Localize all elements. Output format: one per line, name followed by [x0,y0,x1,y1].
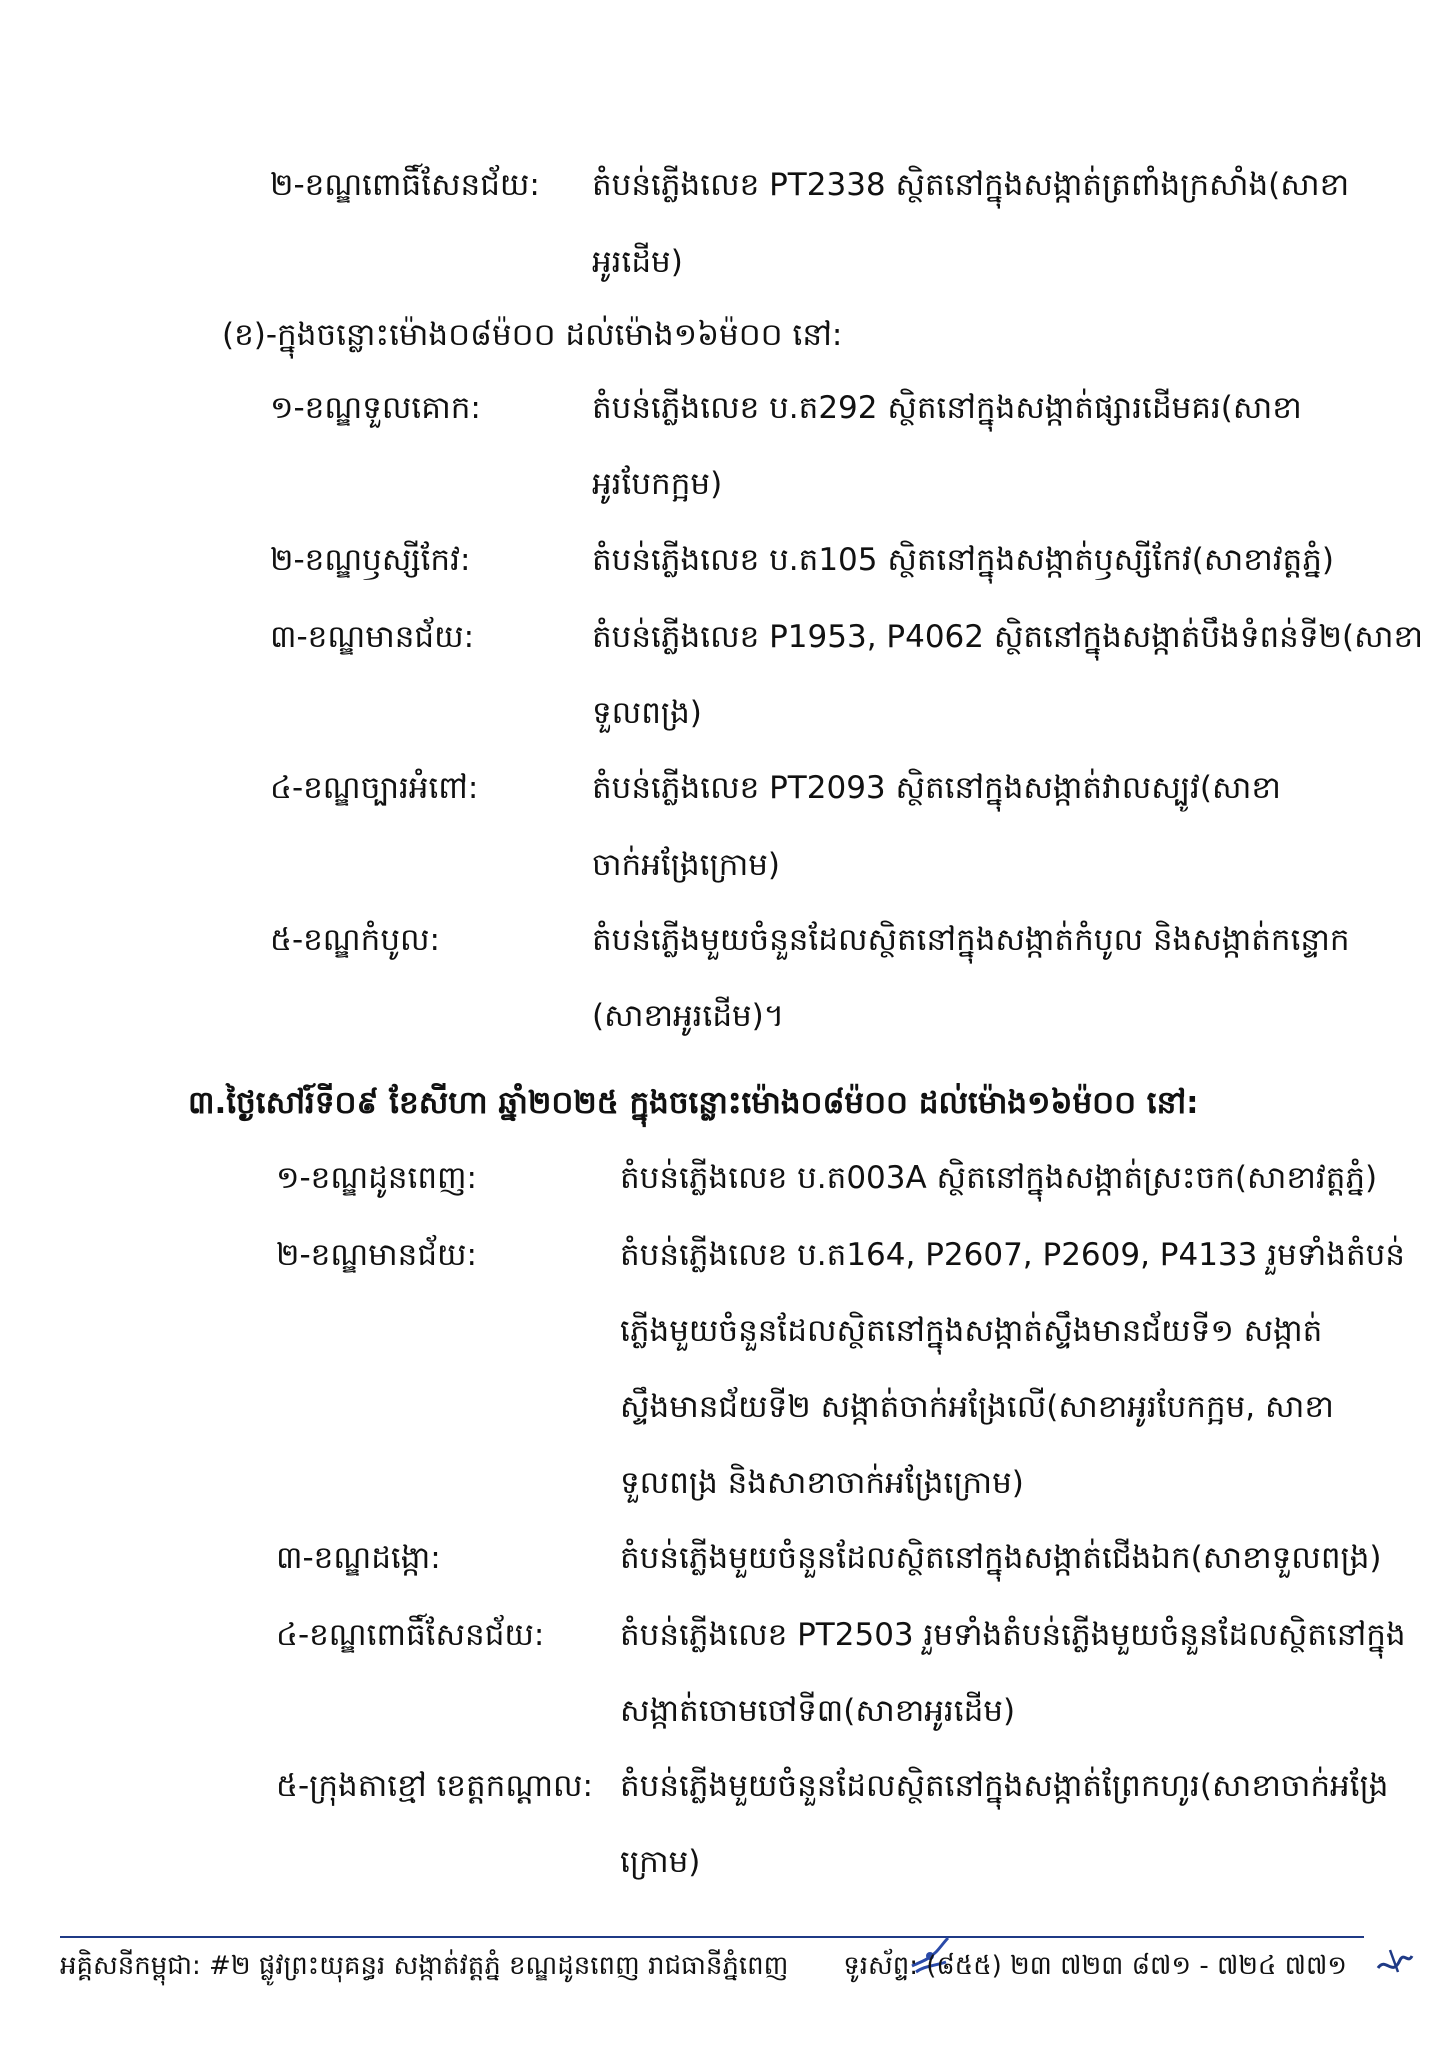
row-text-line: តំបន់ភ្លើងមួយចំនួនដែលស្ថិតនៅក្នុងសង្កាត់ជើងឯក(សាខាទួលពង្រ) [620,1540,1382,1576]
row-text-line: តំបន់ភ្លើងលេខ ប.ត164, P2607, P2609, P4133 រួមទាំងតំបន់ [620,1237,1405,1273]
row-text-line: ក្រោម) [620,1844,701,1880]
row-label: ២-ខណ្ឌពោធិ៍សែនជ័យ: [270,167,540,203]
footer-divider [60,1936,1364,1938]
row-text-line: តំបន់ភ្លើងលេខ ប.ត292 ស្ថិតនៅក្នុងសង្កាត់ផ្សារដើមគរ(សាខា [592,390,1302,426]
row-text-line: តំបន់ភ្លើងលេខ PT2093 ស្ថិតនៅក្នុងសង្កាត់វាលស្បូវ(សាខា [592,770,1281,806]
footer-address: អគ្គិសនីកម្ពុជា: #២ ផ្លូវព្រះយុគន្ធរ សង្កាត់វត្តភ្នំ ខណ្ឌដូនពេញ រាជធានីភ្នំពេញ [60,1951,789,1981]
row-text-line: តំបន់ភ្លើងលេខ PT2338 ស្ថិតនៅក្នុងសង្កាត់ត្រពាំងក្រសាំង(សាខា [592,167,1350,203]
row-label: ១-ខណ្ឌទួលគោក: [270,390,481,426]
row-text-line: ទួលពង្រ) [592,695,702,731]
row-label: ៣-ខណ្ឌដង្កោ: [276,1540,441,1576]
row-label: ៥-ក្រុងតាខ្មៅ ខេត្តកណ្តាល: [276,1768,593,1804]
row-text-line: ចាក់អង្រែក្រោម) [592,847,780,883]
row-label: ២-ខណ្ឌឫស្សីកែវ: [270,542,471,578]
signature-initial-icon [1372,1938,1418,1984]
row-text-line: ស្ទឹងមានជ័យទី២ សង្កាត់ចាក់អង្រែលើ(សាខាអូរបែកក្អម, សាខា [620,1389,1334,1425]
row-text-line: សង្កាត់ចោមចៅទី៣(សាខាអូរដើម) [620,1693,1016,1729]
row-label: ៤-ខណ្ឌច្បារអំពៅ: [270,770,479,806]
row-label: ៤-ខណ្ឌពោធិ៍សែនជ័យ: [276,1617,545,1653]
row-text-line: ទួលពង្រ និងសាខាចាក់អង្រែក្រោម) [620,1465,1024,1501]
footer-phone: ទូរស័ព្ទ: (៨៥៥) ២៣ ៧២៣ ៨៧១ - ៧២៤ ៧៧១ [843,1951,1347,1981]
row-text-line: ភ្លើងមួយចំនួនដែលស្ថិតនៅក្នុងសង្កាត់ស្ទឹងមានជ័យទី១ សង្កាត់ [620,1313,1323,1349]
row-text-line: តំបន់ភ្លើងលេខ P1953, P4062 ស្ថិតនៅក្នុងសង្កាត់បឹងទំពន់ទី២(សាខា [592,619,1423,655]
row-text-line: តំបន់ភ្លើងមួយចំនួនដែលស្ថិតនៅក្នុងសង្កាត់ព្រែកហូរ(សាខាចាក់អង្រែ [620,1768,1389,1804]
section-heading: ៣.ថ្ងៃសៅរ៍ទី០៩ ខែសីហា ឆ្នាំ២០២៥ ក្នុងចន្លោះម៉ោង០៨ម៉០០ ដល់ម៉ោង១៦ម៉០០ នៅ: [188,1085,1199,1121]
row-label: ២-ខណ្ឌមានជ័យ: [276,1237,478,1273]
row-text-line: តំបន់ភ្លើងលេខ ប.ត105 ស្ថិតនៅក្នុងសង្កាត់ឫស្សីកែវ(សាខាវត្តភ្នំ) [592,542,1335,578]
row-label: ១-ខណ្ឌដូនពេញ: [276,1160,478,1196]
row-text-line: តំបន់ភ្លើងលេខ PT2503 រួមទាំងតំបន់ភ្លើងមួយចំនួនដែលស្ថិតនៅក្នុង [620,1617,1406,1653]
row-label: ៥-ខណ្ឌកំបូល: [270,922,440,958]
row-label: ៣-ខណ្ឌមានជ័យ: [270,619,475,655]
row-text-line: អូរបែកក្អម) [592,466,723,502]
row-text-line: តំបន់ភ្លើងមួយចំនួនដែលស្ថិតនៅក្នុងសង្កាត់កំបូល និងសង្កាត់កន្ទោក [592,922,1350,958]
row-text-line: តំបន់ភ្លើងលេខ ប.ត003A ស្ថិតនៅក្នុងសង្កាត់ស្រះចក(សាខាវត្តភ្នំ) [620,1160,1378,1196]
row-text-line: អូរដើម) [592,244,683,280]
subsection-heading: (ខ)-ក្នុងចន្លោះម៉ោង០៨ម៉០០ ដល់ម៉ោង១៦ម៉០០ នៅ: [222,317,843,353]
row-text-line: (សាខាអូរដើម)។ [592,998,785,1034]
